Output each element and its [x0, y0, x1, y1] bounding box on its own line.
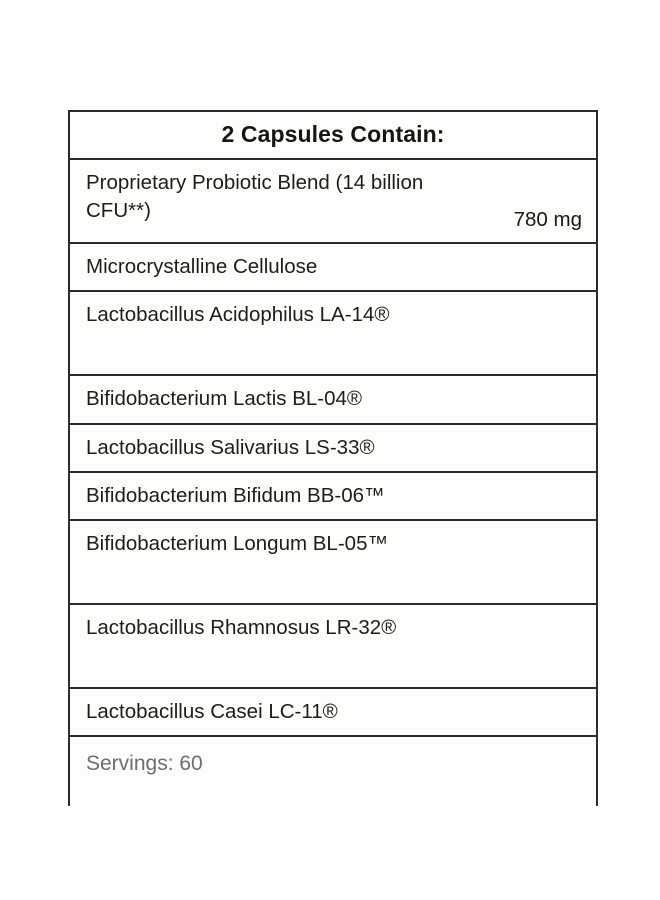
ingredient-name: Lactobacillus Salivarius LS-33® — [86, 435, 375, 459]
table-row — [70, 605, 596, 689]
table-row — [70, 473, 596, 521]
supplement-facts-table — [68, 110, 598, 806]
servings-row — [70, 737, 596, 801]
table-row — [70, 376, 596, 424]
ingredient-name: Proprietary Probiotic Blend (14 billion CFU**) — [86, 171, 424, 223]
ingredient-name: Bifidobacterium Longum BL-05™ — [86, 532, 388, 556]
servings-label: Servings: 60 — [86, 752, 203, 776]
table-row — [70, 425, 596, 473]
table-row — [70, 521, 596, 605]
ingredient-name: Microcrystalline Cellulose — [86, 255, 318, 278]
table-row — [70, 689, 596, 737]
ingredient-amount: 780 mg — [513, 208, 582, 231]
table-row — [70, 160, 596, 244]
ingredient-name: Lactobacillus Casei LC-11® — [86, 700, 338, 724]
ingredient-name: Bifidobacterium Bifidum BB-06™ — [86, 483, 385, 507]
ingredient-name: Lactobacillus Acidophilus LA-14® — [86, 303, 390, 327]
ingredient-name: Bifidobacterium Lactis BL-04® — [86, 387, 363, 411]
ingredient-name: Lactobacillus Rhamnosus LR-32® — [86, 616, 397, 640]
page-title: 2 Capsules Contain: — [221, 121, 445, 148]
table-row — [70, 292, 596, 376]
table-header-row — [70, 112, 596, 160]
table-row — [70, 244, 596, 292]
